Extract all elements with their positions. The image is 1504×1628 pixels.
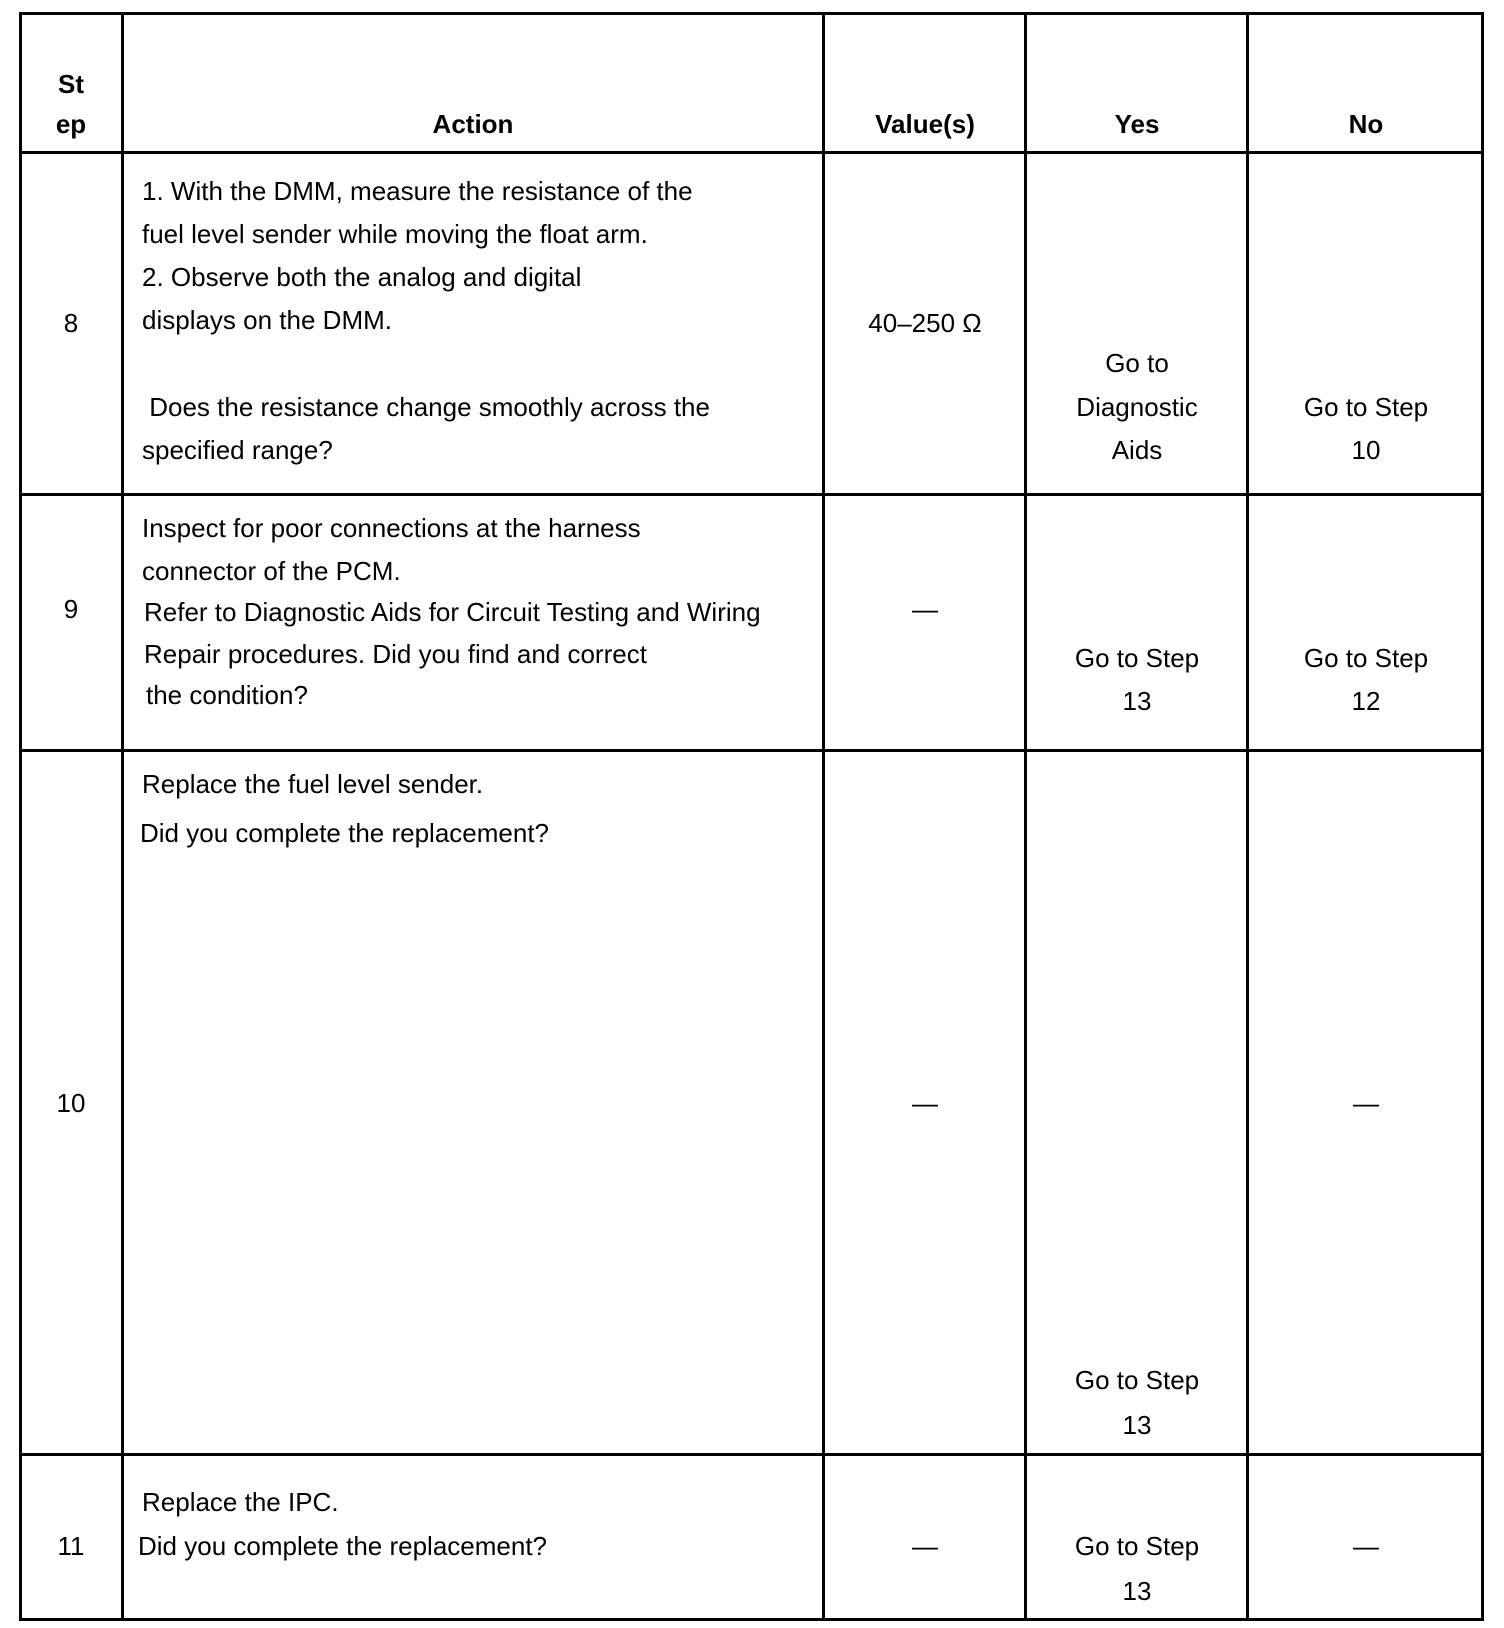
yes-cell-line: 13 (1122, 1576, 1152, 1606)
yes-cell-line: Go to Step (1074, 1365, 1200, 1395)
table-border-right (1481, 12, 1484, 1621)
action-line: Did you complete the replacement? (140, 818, 550, 848)
no-cell-line: Go to Step (1303, 392, 1429, 422)
action-line: displays on the DMM. (142, 305, 392, 335)
header-values: Value(s) (875, 109, 975, 139)
action-line: Replace the IPC. (142, 1487, 339, 1517)
table-border-top (19, 12, 1484, 15)
header-yes: Yes (1114, 109, 1160, 139)
step-number: 10 (56, 1088, 86, 1118)
yes-cell-line: Diagnostic (1076, 392, 1198, 422)
diagnostic-table (19, 12, 1484, 1621)
yes-cell-line: Go to (1105, 348, 1169, 378)
row-divider (19, 1453, 1484, 1456)
action-line: Inspect for poor connections at the harness (142, 513, 641, 543)
column-divider (121, 12, 124, 1621)
row-divider (19, 151, 1484, 154)
value-cell: 40–250 Ω (868, 308, 982, 338)
action-line: 1. With the DMM, measure the resistance of the (142, 176, 693, 206)
header-step-line2: ep (55, 109, 87, 139)
action-line: 2. Observe both the analog and digital (142, 262, 582, 292)
no-cell-line: 10 (1351, 435, 1381, 465)
action-line: fuel level sender while moving the float arm. (142, 219, 648, 249)
column-divider (822, 12, 825, 1621)
action-line: Replace the fuel level sender. (142, 769, 484, 799)
action-question: Does the resistance change smoothly across the (142, 392, 710, 422)
action-line: connector of the PCM. (142, 556, 401, 586)
row-divider (19, 749, 1484, 752)
table-border-bottom (19, 1618, 1484, 1621)
yes-cell-line: Go to Step (1074, 643, 1200, 673)
step-number: 8 (63, 308, 79, 338)
yes-cell-line: 13 (1122, 1410, 1152, 1440)
no-cell-line: — (1353, 1531, 1379, 1561)
yes-cell-line: 13 (1122, 686, 1152, 716)
header-no: No (1348, 109, 1384, 139)
table-border-left (19, 12, 22, 1621)
no-cell-line: — (1353, 1088, 1379, 1118)
action-line: specified range? (142, 435, 333, 465)
action-line: Refer to Diagnostic Aids for Circuit Testing and Wiring (144, 597, 761, 627)
yes-cell-line: Aids (1111, 435, 1163, 465)
row-divider (19, 493, 1484, 496)
value-cell: — (912, 1531, 938, 1561)
step-number: 9 (63, 594, 79, 624)
value-cell: — (912, 594, 938, 624)
action-line: the condition? (146, 680, 308, 710)
no-cell-line: 12 (1351, 686, 1381, 716)
step-number: 11 (57, 1531, 85, 1561)
no-cell-line: Go to Step (1303, 643, 1429, 673)
action-line: Did you complete the replacement? (138, 1531, 548, 1561)
action-line: Repair procedures. Did you find and correct (144, 639, 647, 669)
yes-cell-line: Go to Step (1074, 1531, 1200, 1561)
value-cell: — (912, 1088, 938, 1118)
header-step-line1: St (58, 69, 84, 99)
header-action: Action (432, 109, 514, 139)
